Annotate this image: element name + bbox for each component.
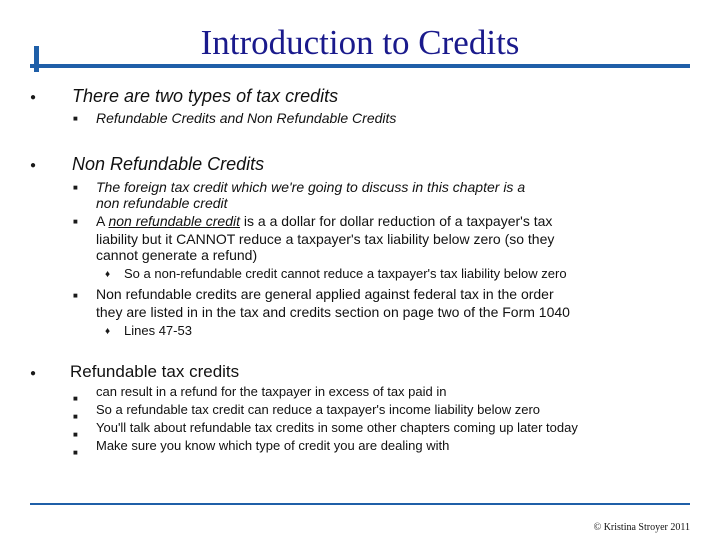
bullet-marker: ■ (73, 183, 78, 192)
bullet-marker: ■ (73, 394, 78, 403)
list-item-line: cannot generate a refund) (96, 247, 258, 263)
section-heading-refundable: Refundable tax credits (70, 362, 240, 381)
footer-divider (30, 503, 690, 505)
list-item-line: liability but it CANNOT reduce a taxpayer's tax liability below zero (so they (96, 231, 555, 247)
list-item-line: non refundable credit (96, 195, 228, 211)
bullet-marker: ♦ (105, 326, 111, 337)
list-item: Make sure you know which type of credit you are dealing with (96, 438, 450, 453)
copyright-notice: © Kristina Stroyer 2011 (593, 522, 690, 533)
bullet-marker: ■ (73, 412, 78, 421)
bullet-marker: ● (30, 92, 37, 103)
bullet-marker: ● (30, 160, 37, 171)
bullet-marker: ■ (73, 448, 78, 457)
list-item: So a refundable tax credit can reduce a taxpayer's income liability below zero (96, 402, 540, 417)
list-item: Refundable Credits and Non Refundable Credits (96, 110, 397, 126)
list-item-line (96, 213, 552, 229)
definition-link[interactable]: non refundable credit (108, 213, 241, 229)
section-heading-nonrefundable: Non Refundable Credits (72, 154, 265, 174)
section-heading-types: There are two types of tax credits (72, 86, 339, 106)
list-item-line: The foreign tax credit which we're going to discuss in this chapter is a (96, 179, 526, 195)
list-item: can result in a refund for the taxpayer in excess of tax paid in (96, 384, 447, 399)
list-item: You'll talk about refundable tax credits in some other chapters coming up later today (96, 420, 578, 435)
sub-list-item: Lines 47-53 (124, 323, 192, 338)
bullet-marker: ■ (73, 217, 78, 226)
title-accent-bar (34, 46, 39, 72)
bullet-marker: ● (30, 368, 37, 379)
text-prefix: A (96, 213, 109, 229)
list-item-line: they are listed in in the tax and credits section on page two of the Form 1040 (96, 304, 570, 320)
bullet-marker: ■ (73, 114, 78, 123)
list-item-line: Non refundable credits are general applied against federal tax in the order (96, 286, 554, 302)
text-rest: is a a dollar for dollar reduction of a taxpayer's tax (240, 213, 553, 229)
bullet-marker: ■ (73, 430, 78, 439)
title-divider (30, 64, 690, 68)
bullet-marker: ■ (73, 291, 78, 300)
slide-title: Introduction to Credits (200, 23, 520, 62)
sub-list-item: So a non-refundable credit cannot reduce a taxpayer's tax liability below zero (124, 266, 567, 281)
bullet-marker: ♦ (105, 269, 111, 280)
